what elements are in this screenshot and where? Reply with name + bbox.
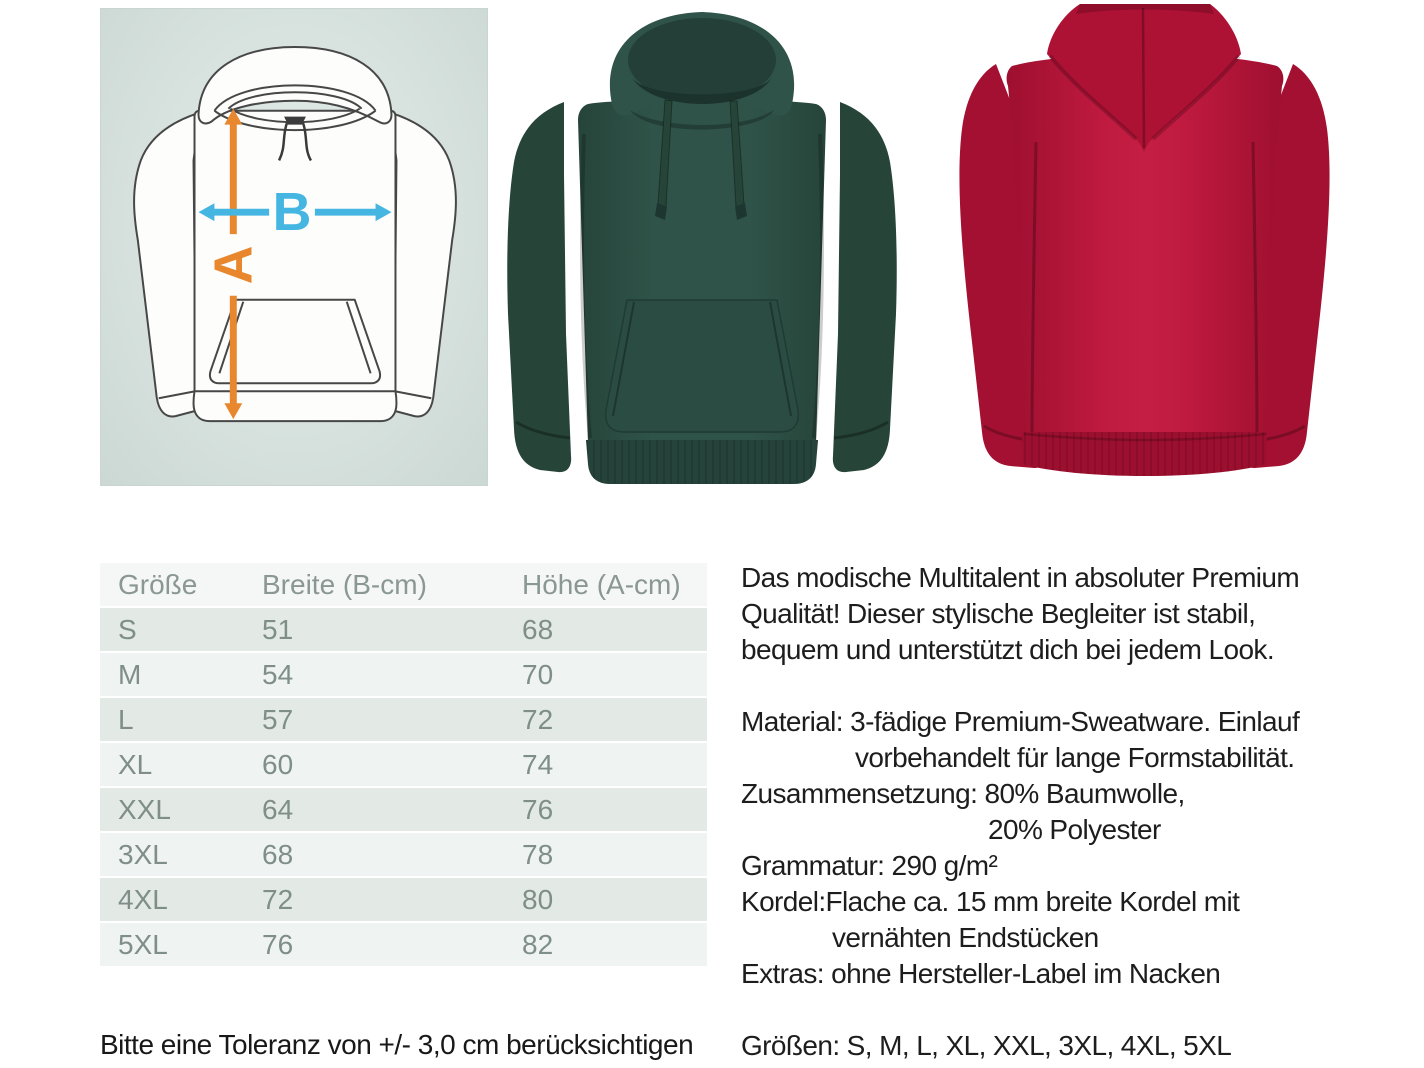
table-row: S 51 68 [100,608,707,653]
table-row: XXL 64 76 [100,788,707,833]
kangaroo-pocket [606,300,799,432]
tolerance-note: Bitte eine Toleranz von +/- 3,0 cm berücksichtigen [100,1029,694,1060]
red-hoodie-back [952,2,1337,492]
col-header-size: Größe [118,568,198,600]
col-header-height: Höhe (A-cm) [522,568,681,600]
description-line: Das modische Multitalent in absoluter Premium [741,562,1300,593]
table-row: 3XL 68 78 [100,833,707,878]
description-line: 20% Polyester [988,814,1161,845]
product-description [741,560,1423,1064]
description-line: Material: 3-fädige Premium-Sweatware. Einlauf [741,706,1300,737]
table-header-row [100,563,707,608]
description-line: vernähten Endstücken [832,922,1099,953]
table-row: 4XL 72 80 [100,878,707,923]
product-photo-back [952,2,1337,492]
size-diagram-panel [100,8,488,486]
table-row: 5XL 76 82 [100,923,707,968]
description-line: Qualität! Dieser stylische Begleiter ist stabil, [741,598,1256,629]
col-header-width: Breite (B-cm) [262,568,427,600]
description-line: Extras: ohne Hersteller-Label im Nacken [741,958,1221,989]
description-line: Größen: S, M, L, XL, XXL, 3XL, 4XL, 5XL [741,1030,1232,1061]
green-hoodie-front [500,4,904,494]
description-line [741,992,1423,1028]
description-line: Zusammensetzung: 80% Baumwolle, [741,778,1185,809]
label-a: A [203,245,264,285]
left-sleeve [507,102,571,472]
table-row: L 57 72 [100,698,707,743]
hoodie-measure-diagram [101,9,487,485]
description-line [741,668,1423,704]
description-line: Kordel:Flache ca. 15 mm breite Kordel mit [741,886,1240,917]
table-row: XL 60 74 [100,743,707,788]
description-line: vorbehandelt für lange Formstabilität. [855,742,1295,773]
size-table [100,563,707,968]
table-row: M 54 70 [100,653,707,698]
product-photo-front [500,4,904,494]
description-line: Grammatur: 290 g/m² [741,850,998,881]
description-line: bequem und unterstützt dich bei jedem Look. [741,634,1274,665]
label-b: B [272,182,312,243]
right-sleeve [833,102,897,472]
